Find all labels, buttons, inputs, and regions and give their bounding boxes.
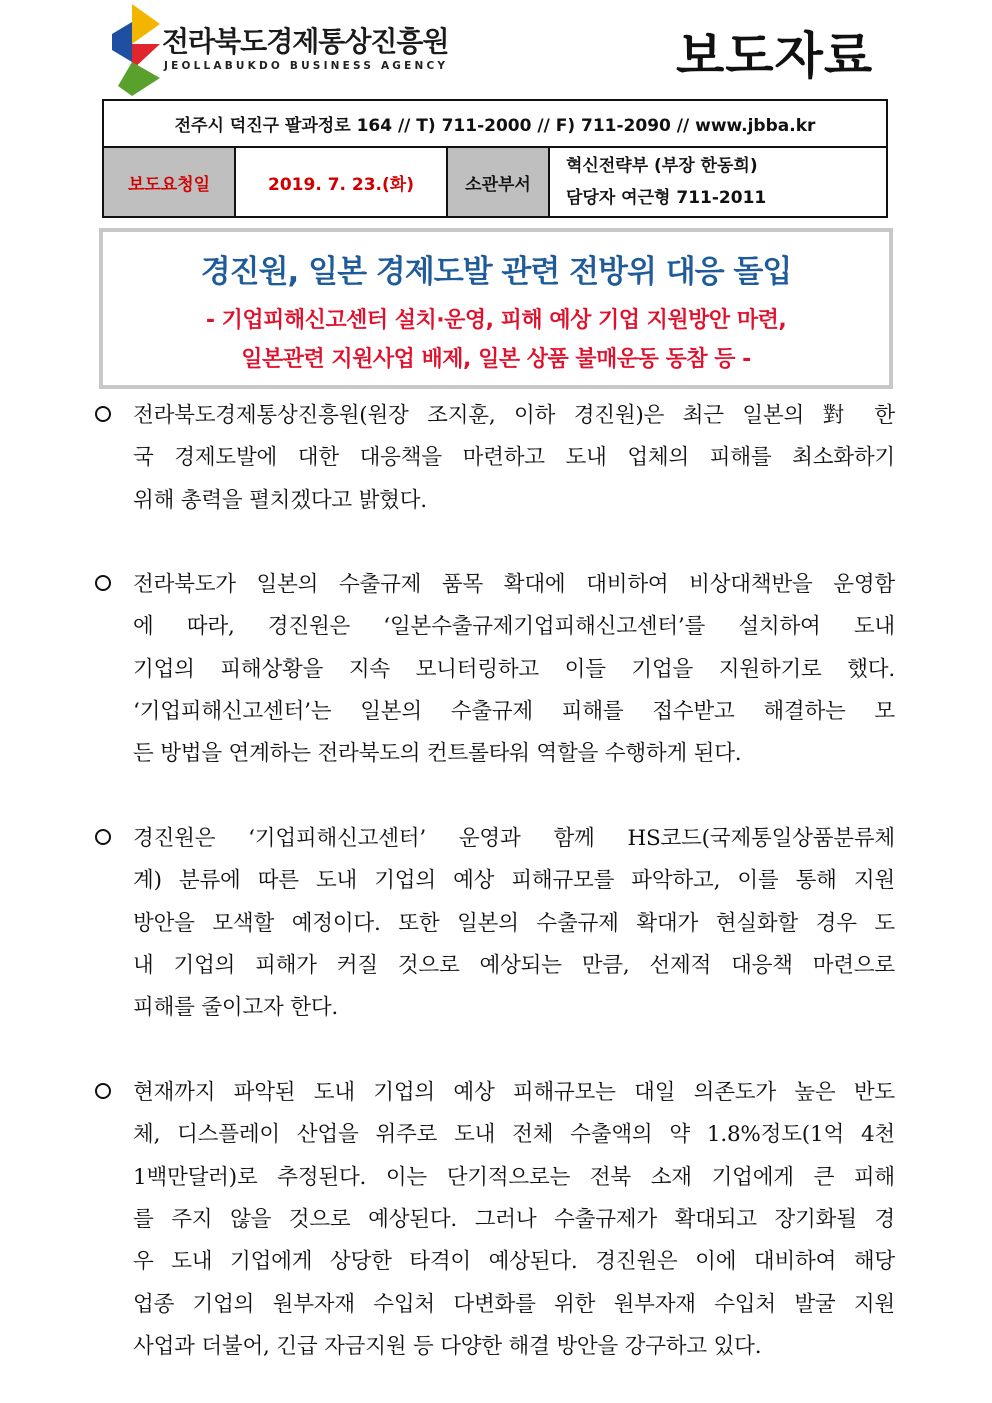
- org-name-english: JEOLLABUKDO BUSINESS AGENCY: [164, 60, 449, 72]
- paragraph-line: 국 경제도발에 대한 대응책을 마련하고 도내 업체의 피해를 최소화하기: [133, 445, 895, 471]
- paragraph-line: 기업의 피해상황을 지속 모니터링하고 이들 기업을 지원하기로 했다.: [133, 656, 895, 682]
- paragraph-line: 경진원은 ‘기업피해신고센터’ 운영과 함께 HS코드(국제통일상품분류체: [133, 826, 895, 851]
- paragraph-line: 를 주지 않을 것으로 예상된다. 그러나 수출규제가 확대되고 장기화될 경: [133, 1206, 895, 1232]
- contact-info-table: [102, 99, 888, 218]
- paragraph-line: 든 방법을 연계하는 전라북도의 컨트롤타워 역할을 수행하게 된다.: [133, 741, 742, 767]
- paragraph-line: 체, 디스플레이 산업을 위주로 도내 전체 수출액의 약 1.8%정도(1억 4천: [133, 1122, 895, 1148]
- paragraph-line: 우 도내 기업에게 상당한 타격이 예상된다. 경진원은 이에 대비하여 해당: [133, 1249, 895, 1275]
- paragraph-line: 피해를 줄이고자 한다.: [133, 995, 339, 1021]
- subheadline-line-1: - 기업피해신고센터 설치·운영, 피해 예상 기업 지원방안 마련,: [205, 308, 787, 333]
- department-name: 혁신전략부 (부장 한동희): [566, 156, 758, 176]
- bullet-circle-icon: [95, 575, 111, 591]
- bullet-circle-icon: [95, 829, 111, 845]
- bullet-circle-icon: [95, 1083, 111, 1099]
- bullet-circle-icon: [95, 406, 111, 422]
- paragraph-line: 전라북도경제통상진흥원(원장 조지훈, 이하 경진원)은 최근 일본의 對 한: [133, 403, 895, 428]
- request-date-label: 보도요청일: [103, 147, 235, 217]
- paragraph-line: ‘기업피해신고센터’는 일본의 수출규제 피해를 접수받고 해결하는 모: [133, 698, 895, 724]
- paragraph-line: 계) 분류에 따른 도내 기업의 예상 피해규모를 파악하고, 이를 통해 지원: [133, 868, 895, 894]
- subheadline-line-2: 일본관련 지원사업 배제, 일본 상품 불매운동 동참 등 -: [241, 347, 751, 372]
- document-type-title: 보도자료: [676, 27, 874, 85]
- paragraph-line: 에 따라, 경진원은 ‘일본수출규제기업피해신고센터’를 설치하여 도내: [133, 614, 895, 640]
- paragraph-line: 현재까지 파악된 도내 기업의 예상 피해규모는 대일 의존도가 높은 반도: [133, 1080, 895, 1105]
- contact-person: 담당자 여근형 711-2011: [566, 188, 767, 208]
- request-date-value: 2019. 7. 23.(화): [235, 147, 447, 217]
- paragraph-line: 1백만달러)로 추정된다. 이는 단기적으로는 전북 소재 기업에게 큰 피해: [133, 1164, 895, 1190]
- paragraph-line: 위해 총력을 펼치겠다고 밝혔다.: [133, 487, 427, 513]
- paragraph-line: 사업과 더불어, 긴급 자금지원 등 다양한 해결 방안을 강구하고 있다.: [133, 1333, 762, 1359]
- address-line: 전주시 덕진구 팔과정로 164 // T) 711-2000 // F) 711-2090 // www.jbba.kr: [103, 100, 887, 147]
- headline-title: 경진원, 일본 경제도발 관련 전방위 대응 돌입: [200, 254, 792, 290]
- headline-box: [99, 228, 893, 389]
- paragraph-line: 내 기업의 피해가 커질 것으로 예상되는 만큼, 선제적 대응책 마련으로: [133, 952, 895, 978]
- department-info: [549, 147, 887, 217]
- org-name-korean: 전라북도경제통상진흥원: [162, 25, 449, 58]
- agency-logo: [108, 4, 168, 96]
- paragraph-line: 방안을 모색할 예정이다. 또한 일본의 수출규제 확대가 현실화할 경우 도: [133, 910, 895, 936]
- department-label: 소관부서: [447, 147, 549, 217]
- paragraph-line: 전라북도가 일본의 수출규제 품목 확대에 대비하여 비상대책반을 운영함: [133, 572, 895, 597]
- paragraph-line: 업종 기업의 원부자재 수입처 다변화를 위한 원부자재 수입처 발굴 지원: [133, 1291, 895, 1317]
